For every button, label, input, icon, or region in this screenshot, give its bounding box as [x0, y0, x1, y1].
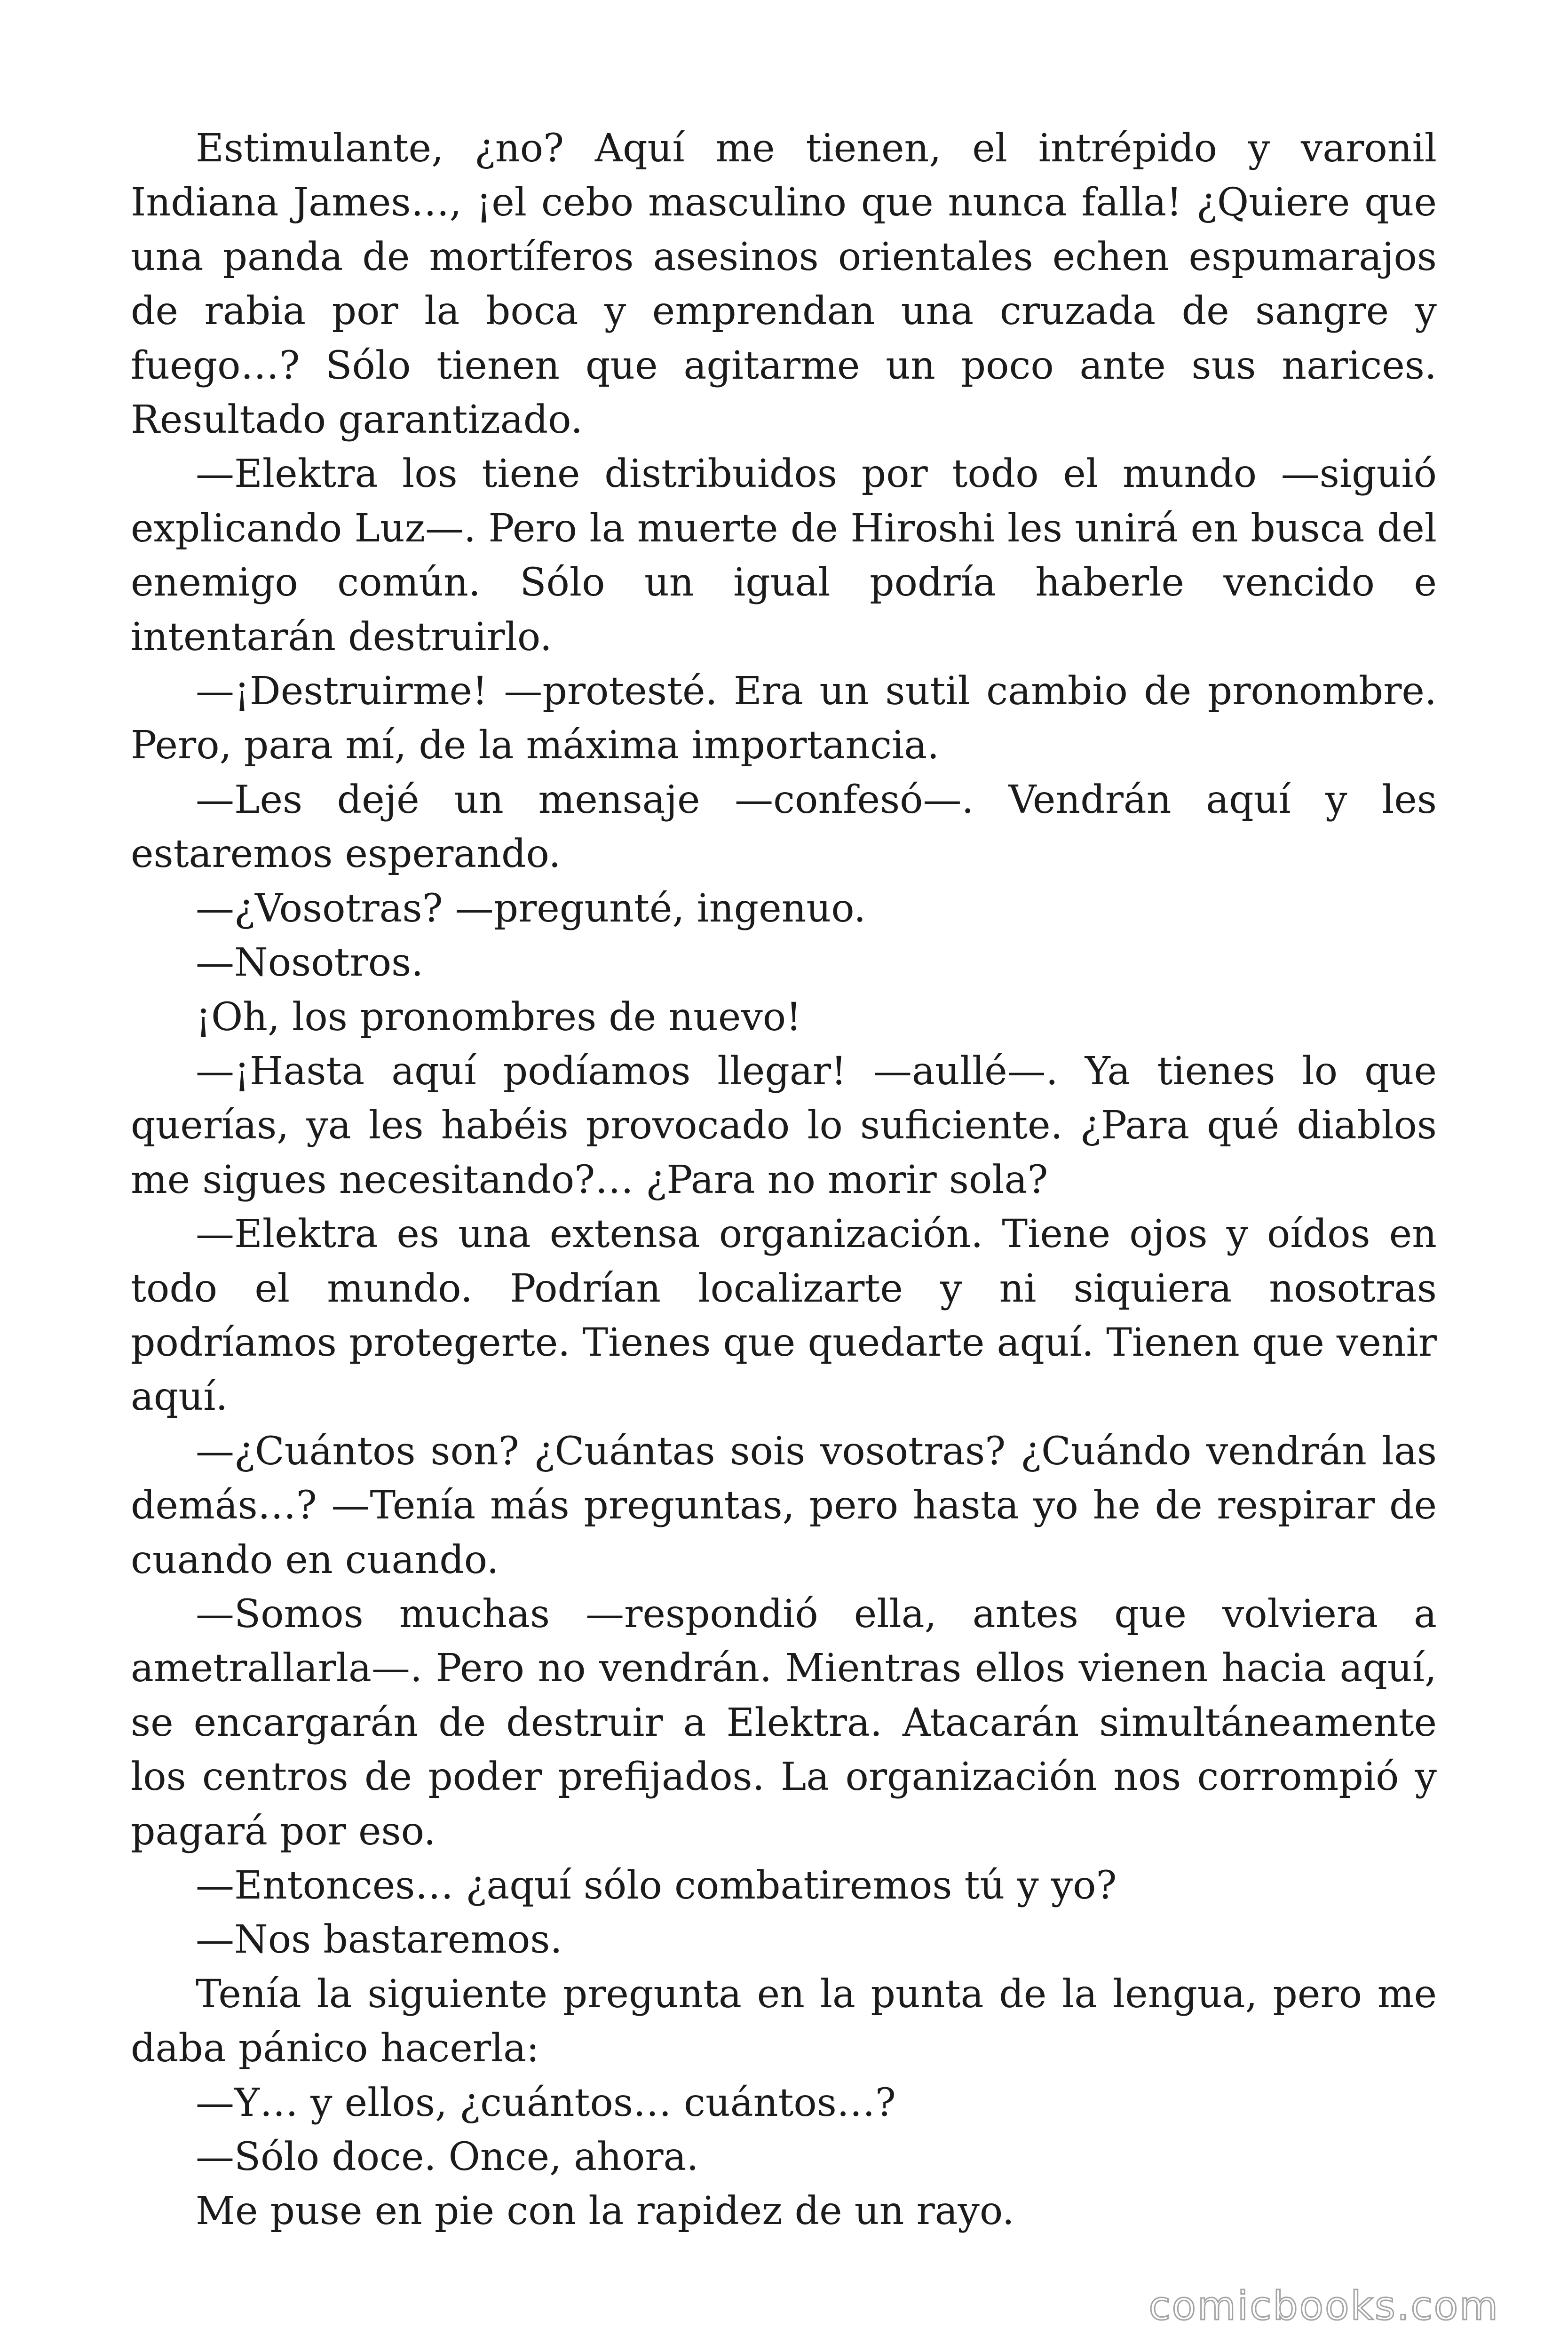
paragraph: —Nos bastaremos. [196, 1917, 562, 1963]
paragraph: —Elektra los tiene distribuidos por todo el mundo —siguió explicando Luz—. Pero la muerte de Hiroshi les unirá en busca del enemigo común. Sólo un igual podría haberle vencido e intentarán destruirlo. [131, 452, 1437, 660]
paragraph: —Elektra es una extensa organización. Tiene ojos y oídos en todo el mundo. Podrían localizarte y ni siquiera nosotras podríamos protegerte. Tienes que quedarte aquí. Tienen que venir aquí. [131, 1212, 1437, 1420]
paragraph: Tenía la siguiente pregunta en la punta de la lengua, pero me daba pánico hacerla: [131, 1971, 1437, 2071]
paragraph: ¡Oh, los pronombres de nuevo! [196, 994, 802, 1040]
paragraph: —¡Hasta aquí podíamos llegar! —aullé—. Ya tienes lo que querías, ya les habéis provocado lo suficiente. ¿Para qué diablos me sigues necesitando?… ¿Para no morir sola? [131, 1049, 1437, 1202]
paragraph: —¡Destruirme! —protesté. Era un sutil cambio de pronombre. Pero, para mí, de la máxima importancia. [131, 669, 1437, 768]
paragraph: —Les dejé un mensaje —confesó—. Vendrán aquí y les estaremos esperando. [131, 777, 1437, 877]
paragraph: —¿Cuántos son? ¿Cuántas sois vosotras? ¿Cuándo vendrán las demás…? —Tenía más preguntas, pero hasta yo he de respirar de cuando en cuando. [131, 1429, 1437, 1582]
watermark: comicbooks.com [1148, 2283, 1499, 2329]
body-text [131, 121, 1437, 2239]
paragraph: —Y… y ellos, ¿cuántos… cuántos…? [196, 2080, 896, 2125]
paragraph: —Somos muchas —respondió ella, antes que volviera a ametrallarla—. Pero no vendrán. Mientras ellos vienen hacia aquí, se encargarán de destruir a Elektra. Atacarán simultáneamente los centros de poder prefijados. La organización nos corrompió y pagará por eso. [131, 1591, 1437, 1854]
paragraph: —¿Vosotras? —pregunté, ingenuo. [196, 886, 866, 931]
paragraph: Me puse en pie con la rapidez de un rayo. [196, 2189, 1014, 2234]
paragraph: —Nosotros. [196, 940, 424, 985]
paragraph: —Sólo doce. Once, ahora. [196, 2135, 699, 2180]
paragraph: —Entonces… ¿aquí sólo combatiremos tú y yo? [196, 1863, 1117, 1908]
paragraph: Estimulante, ¿no? Aquí me tienen, el intrépido y varonil Indiana James…, ¡el cebo masculino que nunca falla! ¿Quiere que una panda de mortíferos asesinos orientales echen espumarajos de rabia por la boca y emprendan una cruzada de sangre y fuego…? Sólo tienen que agitarme un poco ante sus narices. Resultado garantizado. [131, 126, 1437, 443]
